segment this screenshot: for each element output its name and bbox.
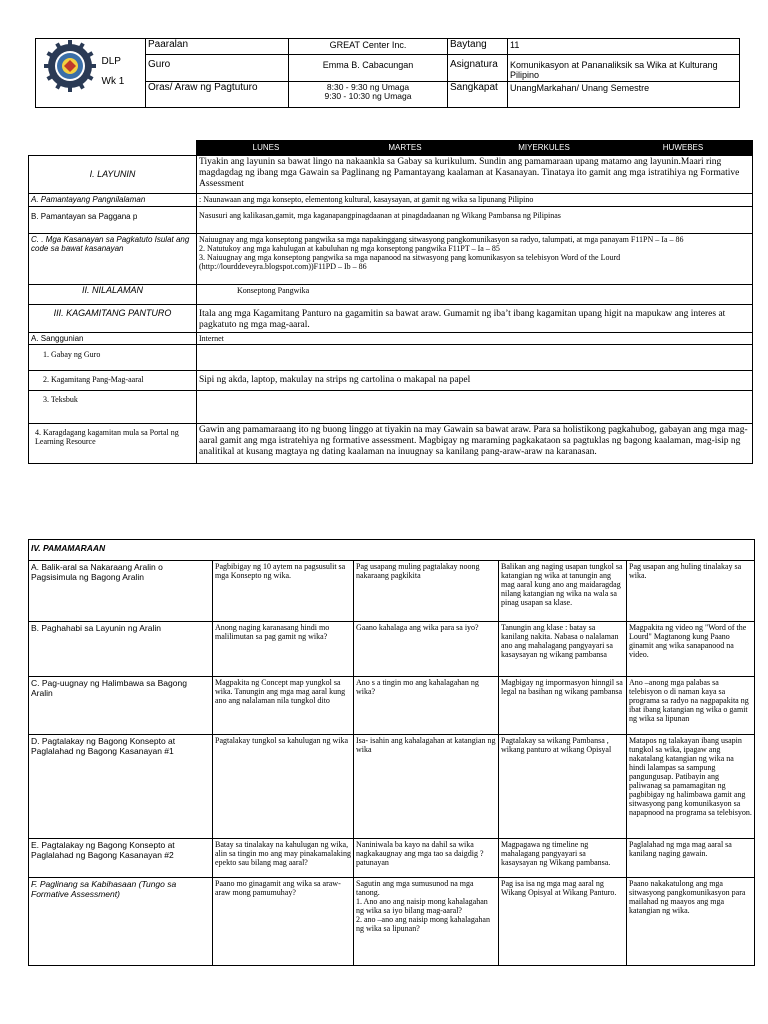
pamamaraan-cell-day-3: Pagtalakay sa wikang Pambansa , wikang panturo at wikang Opisyal [499, 735, 627, 839]
pamamaraan-row [29, 878, 755, 966]
paaralan-label: Paaralan [146, 39, 289, 55]
dlp-label: DLP [101, 56, 121, 67]
pamamaraan-cell-day-4: Matapos ng talakayan ibang usapin tungkol sa wika, ipagaw ang nakatalang katangian ng wika na hindi lalampas sa sampung pangungusap. Patibayin ang paliwanag sa pamamagitan ng pagbibigay ng halimbawa gamit ang sitwasyong pang komunikasyon sa napapnood na programa sa telebisyon. [627, 735, 755, 839]
pamamaraan-cell-day-1: Anong naging karanasang hindi mo malilimutan sa pag gamit ng wika? [213, 622, 354, 677]
oras-slot-1: 8:30 - 9:30 ng Umaga [326, 82, 410, 92]
karagdagang-text: Gawin ang pamamaraang ito ng buong linggo at tiyakin na may Gawain sa bawat araw. Para sa holistikong pagkahubog, gabayan ang mga mag-aaral gamit ang mga istratehiya ng formative assessment. Magbigay ng maraming pagkakataon sa pagtuklas ng bagong kaalaman, mag-isip ng analitikal at kusang magtaya ng dating kaalaman na inuugnay sa kanilang pang-araw-araw na karanasan. [197, 424, 753, 464]
pamamaraan-row-label: A. Balik-aral sa Nakaraang Aralin o Pagsisimula ng Bagong Aralin [29, 561, 213, 622]
pamamaraan-row-label: B. Paghahabi sa Layunin ng Aralin [29, 622, 213, 677]
pamamaraan-cell-day-2: Pag usapang muling pagtalakay noong nakaraang pagkikita [354, 561, 499, 622]
sanggunian-label: A. Sanggunian [29, 333, 197, 345]
week-label: Wk 1 [101, 76, 125, 87]
pamamaraan-cell-day-4: Paano nakakatulong ang mga sitwasyong pangkomunikasyon para mailahad ng maayos ang mga katangian ng wika. [627, 878, 755, 966]
baitang-value: 11 [508, 39, 740, 55]
pamamaraan-cell-day-1: Pagbibigay ng 10 aytem na pagsusulit sa mga Konsepto ng wika. [213, 561, 354, 622]
pamamaraan-row [29, 561, 755, 622]
pamamaraan-cell-day-2: Naniniwala ba kayo na dahil sa wika nagkakaugnay ang mga tao sa daigdig ? patunayan [354, 839, 499, 878]
pamamaraan-cell-day-2: Gaano kahalaga ang wika para sa iyo? [354, 622, 499, 677]
pamantayang-pangnilalaman-text: : Naunawaan ang mga konsepto, elementong kultural, kasaysayan, at gamit ng wika sa lipunang Pilipino [197, 194, 753, 207]
pamamaraan-cell-day-4: Magpakita ng video ng "Word of the Lourd" Magtanong kung Paano ginamit ang wika sanapanood na video. [627, 622, 755, 677]
pamamaraan-cell-day-2: Isa- isahin ang kahalagahan at katangian ng wika [354, 735, 499, 839]
day-miyerkules: MIYERKULES [475, 141, 614, 156]
nilalaman-label: II. NILALAMAN [29, 285, 197, 305]
kagamitan-text: Itala ang mga Kagamitang Panturo na gagamitin sa bawat araw. Gumamit ng iba’t ibang kagamitan upang higit na mapukaw ang interes at pagkatuto ng mga mag-aaral. [197, 305, 753, 333]
oras-label: Oras/ Araw ng Pagtuturo [146, 82, 289, 108]
layunin-table [28, 140, 753, 464]
pamamaraan-cell-day-2: Sagutin ang mga sumusunod na mga tanong. 1. Ano ano ang naisip mong kahalagahan ng wika sa iyo bilang mag-aaral? 2. ano –ano ang naisip mong kahalagahan ng wika sa lipunan? [354, 878, 499, 966]
baitang-label: Baytang [448, 39, 508, 55]
pamamaraan-cell-day-3: Magbigay ng impormasyon hinngil sa legal na basihan ng wikang pambansa [499, 677, 627, 735]
guro-label: Guro [146, 55, 289, 82]
kagamitan-label: III. KAGAMITANG PANTURO [29, 305, 197, 333]
pamamaraan-row [29, 677, 755, 735]
layunin-label: I. LAYUNIN [29, 156, 197, 194]
pamamaraan-cell-day-3: Balikan ang naging usapan tungkol sa katangian ng wika at tanungin ang mag aaral kung ano ang maidaragdag nilang katangian ng wika na wala sa pinag usapan sa klase. [499, 561, 627, 622]
pamamaraan-cell-day-4: Pag usapan ang huling tinalakay sa wika. [627, 561, 755, 622]
pamamaraan-cell-day-1: Magpakita ng Concept map yungkol sa wika. Tanungin ang mga mag aaral kung ano ang nalalaman nila tungkol dito [213, 677, 354, 735]
teksbuk-text [197, 391, 753, 424]
pamamaraan-cell-day-4: Paglalahad ng mga mag aaral sa kanilang naging gawain. [627, 839, 755, 878]
kasanayan-item-3: 3. Naiuugnay ang mga konseptong pangwika sa mga napanood na sitwasyong pang komunikasyon sa telebisyon Word of the Lourd (http://lourddeveyra.blogspot.com))F11PD – Ib – 86 [199, 253, 621, 271]
pamamaraan-title: IV. PAMAMARAAN [29, 540, 755, 561]
header-table [35, 38, 740, 108]
pamamaraan-row [29, 622, 755, 677]
pamamaraan-cell-day-3: Tanungin ang klase : batay sa kanilang nakita. Nabasa o nalalaman ano ang mahalagang pangyayari sa kasaysayan ng wikang pambansa [499, 622, 627, 677]
kasanayan-text [197, 234, 753, 285]
pamamaraan-row [29, 839, 755, 878]
guro-value: Emma B. Cabacungan [289, 55, 448, 82]
oras-value [289, 82, 448, 108]
sanggunian-text: Internet [197, 333, 753, 345]
gabay-text [197, 345, 753, 371]
pamamaraan-cell-day-1: Pagtalakay tungkol sa kahulugan ng wika [213, 735, 354, 839]
pamamaraan-row-label: D. Pagtalakay ng Bagong Konsepto at Paglalahad ng Bagong Kasanayan #1 [29, 735, 213, 839]
kasanayan-label: C. . Mga Kasanayan sa Pagkatuto Isulat ang code sa bawat kasanayan [29, 234, 197, 285]
paaralan-value: GREAT Center Inc. [289, 39, 448, 55]
pamamaraan-row-label: C. Pag-uugnay ng Halimbawa sa Bagong Aralin [29, 677, 213, 735]
pamamaraan-table [28, 539, 755, 966]
pamamaraan-cell-day-2: Ano s a tingin mo ang kahalagahan ng wika? [354, 677, 499, 735]
day-martes: MARTES [336, 141, 475, 156]
teksbuk-label: 3. Teksbuk [29, 391, 197, 424]
day-huwebes: HUWEBES [614, 141, 753, 156]
day-lunes: LUNES [197, 141, 336, 156]
oras-slot-2: 9:30 - 10:30 ng Umaga [324, 91, 412, 101]
sangkapat-label: Sangkapat [448, 82, 508, 108]
pamamaraan-cell-day-1: Batay sa tinalakay na kahulugan ng wika, alin sa tingin mo ang may pinakamalaking epekto sau bilang mag aaral? [213, 839, 354, 878]
pamamaraan-row-label: E. Pagtalakay ng Bagong Konsepto at Paglalahad ng Bagong Kasanayan #2 [29, 839, 213, 878]
pamamaraan-row [29, 735, 755, 839]
gabay-label: 1. Gabay ng Guro [29, 345, 197, 371]
kagamitan-mag-aaral-text: Sipi ng akda, laptop, makulay na strips ng cartolina o makapal na papel [197, 371, 753, 391]
pamamaraan-cell-day-3: Magpagawa ng timeline ng mahalagang pangyayari sa kasaysayan ng Wikang pambansa. [499, 839, 627, 878]
sangkapat-value: UnangMarkahan/ Unang Semestre [508, 82, 740, 108]
asignatura-value: Komunikasyon at Pananaliksik sa Wika at Kulturang Pilipino [508, 55, 740, 82]
karagdagang-label: 4. Karagdagang kagamitan mula sa Portal ng Learning Resource [29, 424, 197, 464]
kasanayan-item-2: 2. Natutukoy ang mga kahulugan at kabuluhan ng mga konseptong pangwika F11PT – Ia – 85 [199, 244, 500, 253]
pamantayang-pangnilalaman-label: A. Pamantayang Pangnilalaman [29, 194, 197, 207]
kagamitan-mag-aaral-label: 2. Kagamitang Pang-Mag-aaral [29, 371, 197, 391]
pamantayan-sa-pagganap-label: B. Pamantayan sa Paggana p [29, 207, 197, 234]
nilalaman-text: Konseptong Pangwika [197, 285, 753, 305]
pamantayan-sa-pagganap-text: Nasusuri ang kalikasan,gamit, mga kaganapangpinagdaanan at pinagdadaanan ng Wikang Pambansa ng Pilipinas [197, 207, 753, 234]
layunin-text: Tiyakin ang layunin sa bawat lingo na nakaankla sa Gabay sa kurikulum. Sundin ang pamamaraan upang matamo ang layunin.Maari ring magdagdag ng ibang mga Gawain sa Paglinang ng Pamantayang kaalaman at Kasanayan. Tinataya ito gamit ang mga istratihiya ng Formative Assessment [197, 156, 753, 194]
pamamaraan-cell-day-4: Ano –anong mga palabas sa telebisyon o di naman kaya sa programa sa radyo na nagpapakita ng ibat ibang katangian ng wika o gamit ng wika sa lipunan [627, 677, 755, 735]
pamamaraan-row-label: F. Paglinang sa Kabihasaan (Tungo sa Formative Assessment) [29, 878, 213, 966]
kasanayan-item-1: Naiuugnay ang mga konseptong pangwika sa mga napakinggang sitwasyong pangkomunikasyon sa radyo, talumpati, at mga panayam F11PN – Ia – 86 [199, 235, 684, 244]
asignatura-label: Asignatura [448, 55, 508, 82]
pamamaraan-cell-day-1: Paano mo ginagamit ang wika sa araw-araw mong pamumuhay? [213, 878, 354, 966]
pamamaraan-cell-day-3: Pag isa isa ng mga mag aaral ng Wikang Opisyal at Wikang Panturo. [499, 878, 627, 966]
